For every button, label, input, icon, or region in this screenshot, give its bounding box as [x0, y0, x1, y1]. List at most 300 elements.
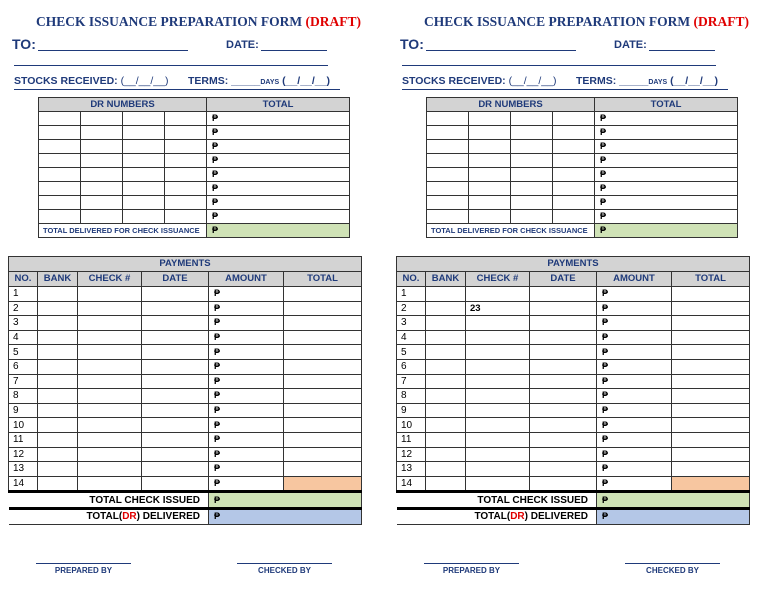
dr-cell[interactable] — [165, 196, 207, 210]
bank-cell[interactable] — [38, 345, 78, 360]
checked-by[interactable]: CHECKED BY — [625, 563, 720, 575]
amount-cell[interactable] — [597, 287, 672, 302]
dr-cell[interactable] — [469, 168, 511, 182]
date-cell[interactable] — [530, 316, 597, 331]
date-cell[interactable] — [530, 287, 597, 302]
dr-cell[interactable] — [39, 210, 81, 224]
check-number-cell[interactable] — [466, 389, 530, 404]
date-cell[interactable] — [142, 345, 209, 360]
amount-cell[interactable] — [597, 418, 672, 433]
date-cell[interactable] — [530, 476, 597, 492]
dr-cell[interactable] — [39, 182, 81, 196]
bank-cell[interactable] — [426, 476, 466, 492]
total-dr-delivered-label — [397, 508, 597, 524]
dr-cell[interactable] — [553, 112, 595, 126]
total-check-issued-cell[interactable] — [209, 492, 362, 509]
dr-cell[interactable] — [81, 168, 123, 182]
bank-cell[interactable] — [38, 476, 78, 492]
bank-cell[interactable] — [38, 316, 78, 331]
date-cell[interactable] — [142, 359, 209, 374]
total-cell[interactable] — [284, 403, 362, 418]
row-number: 8 — [9, 389, 38, 404]
bank-cell[interactable] — [38, 330, 78, 345]
check-number-cell[interactable]: 23 — [466, 301, 530, 316]
dr-cell[interactable] — [427, 154, 469, 168]
dr-total-cell[interactable] — [595, 112, 738, 126]
total-cell[interactable] — [284, 447, 362, 462]
payments-table — [8, 256, 362, 525]
payment-row — [9, 345, 362, 360]
total-cell[interactable] — [284, 330, 362, 345]
dr-total-header: TOTAL — [207, 98, 350, 112]
row-number: 2 — [397, 301, 426, 316]
total-cell[interactable] — [672, 462, 750, 477]
total-cell[interactable] — [672, 330, 750, 345]
bank-cell[interactable] — [38, 374, 78, 389]
check-number-cell[interactable] — [78, 476, 142, 492]
dr-total-cell[interactable] — [207, 168, 350, 182]
date-cell[interactable] — [142, 447, 209, 462]
dr-cell[interactable] — [469, 210, 511, 224]
check-number-cell[interactable] — [78, 432, 142, 447]
amount-cell[interactable] — [209, 447, 284, 462]
bank-cell[interactable] — [38, 447, 78, 462]
date-cell[interactable] — [530, 403, 597, 418]
dr-cell[interactable] — [81, 210, 123, 224]
dr-cell[interactable] — [123, 140, 165, 154]
dr-row — [39, 126, 350, 140]
dr-numbers-header: DR NUMBERS — [427, 98, 595, 112]
total-cell[interactable] — [672, 476, 750, 492]
bank-cell[interactable] — [426, 316, 466, 331]
dr-cell[interactable] — [469, 196, 511, 210]
peso-sign: ₱ — [212, 155, 219, 165]
terms-label: TERMS: — [188, 75, 229, 87]
amount-cell[interactable] — [209, 316, 284, 331]
dr-cell[interactable] — [511, 126, 553, 140]
total-cell[interactable] — [672, 432, 750, 447]
check-number-cell[interactable] — [466, 287, 530, 302]
peso-sign: ₱ — [602, 494, 609, 505]
dr-total-cell[interactable] — [207, 140, 350, 154]
total-cell[interactable] — [284, 476, 362, 492]
bank-cell[interactable] — [38, 359, 78, 374]
payment-row — [9, 330, 362, 345]
dr-row — [39, 168, 350, 182]
total-cell[interactable] — [284, 389, 362, 404]
amount-cell[interactable] — [209, 476, 284, 492]
check-number-cell[interactable] — [466, 432, 530, 447]
total-cell[interactable] — [284, 462, 362, 477]
amount-cell[interactable] — [209, 432, 284, 447]
dr-cell[interactable] — [123, 182, 165, 196]
column-header: CHECK # — [78, 272, 142, 287]
amount-cell[interactable] — [597, 447, 672, 462]
check-number-cell[interactable] — [466, 418, 530, 433]
date-field[interactable] — [649, 50, 715, 51]
bank-cell[interactable] — [38, 418, 78, 433]
amount-cell[interactable] — [597, 359, 672, 374]
check-number-cell[interactable] — [78, 447, 142, 462]
amount-cell[interactable] — [209, 374, 284, 389]
dr-cell[interactable] — [553, 168, 595, 182]
bank-cell[interactable] — [426, 403, 466, 418]
check-number-cell[interactable] — [78, 345, 142, 360]
check-number-cell[interactable] — [466, 345, 530, 360]
date-cell[interactable] — [142, 432, 209, 447]
total-cell[interactable] — [284, 418, 362, 433]
date-cell[interactable] — [530, 389, 597, 404]
bank-cell[interactable] — [38, 287, 78, 302]
row-number: 11 — [9, 432, 38, 447]
checked-by[interactable]: CHECKED BY — [237, 563, 332, 575]
date-cell[interactable] — [142, 403, 209, 418]
to-field[interactable] — [38, 50, 188, 51]
date-cell[interactable] — [530, 462, 597, 477]
peso-sign: ₱ — [212, 113, 219, 123]
bank-cell[interactable] — [426, 418, 466, 433]
row-number: 7 — [397, 374, 426, 389]
total-cell[interactable] — [672, 359, 750, 374]
dr-cell[interactable] — [165, 182, 207, 196]
dr-cell[interactable] — [511, 196, 553, 210]
dr-total-cell[interactable] — [207, 182, 350, 196]
date-cell[interactable] — [142, 316, 209, 331]
total-check-issued-cell[interactable] — [597, 492, 750, 509]
dr-total-cell[interactable] — [595, 196, 738, 210]
check-number-cell[interactable] — [78, 462, 142, 477]
bank-cell[interactable] — [426, 359, 466, 374]
peso-sign: ₱ — [214, 332, 221, 343]
date-cell[interactable] — [142, 418, 209, 433]
dr-row — [39, 140, 350, 154]
dr-cell[interactable] — [427, 196, 469, 210]
check-number-cell[interactable] — [78, 301, 142, 316]
bank-cell[interactable] — [426, 330, 466, 345]
check-number-cell[interactable] — [78, 389, 142, 404]
dr-total-cell[interactable] — [207, 126, 350, 140]
dr-cell[interactable] — [165, 168, 207, 182]
row-number: 14 — [9, 476, 38, 492]
check-number-cell[interactable] — [78, 359, 142, 374]
peso-sign: ₱ — [214, 419, 221, 430]
dr-cell[interactable] — [123, 210, 165, 224]
payment-row — [397, 359, 750, 374]
dr-cell[interactable] — [553, 182, 595, 196]
dr-cell[interactable] — [553, 126, 595, 140]
amount-cell[interactable] — [597, 316, 672, 331]
peso-sign: ₱ — [602, 463, 609, 474]
total-cell[interactable] — [672, 316, 750, 331]
bank-cell[interactable] — [426, 287, 466, 302]
bank-cell[interactable] — [426, 447, 466, 462]
amount-cell[interactable] — [597, 403, 672, 418]
dr-cell[interactable] — [469, 126, 511, 140]
total-cell[interactable] — [284, 287, 362, 302]
dr-total-cell[interactable] — [595, 126, 738, 140]
amount-cell[interactable] — [209, 330, 284, 345]
amount-cell[interactable] — [209, 359, 284, 374]
amount-cell[interactable] — [209, 345, 284, 360]
peso-sign: ₱ — [212, 225, 219, 235]
amount-cell[interactable] — [597, 374, 672, 389]
check-number-cell[interactable] — [466, 359, 530, 374]
dr-cell[interactable] — [165, 140, 207, 154]
total-delivered-cell[interactable] — [207, 224, 350, 238]
dr-total-cell[interactable] — [207, 112, 350, 126]
dr-cell[interactable] — [427, 182, 469, 196]
terms-days-field[interactable]: _____ — [619, 75, 649, 87]
bank-cell[interactable] — [426, 301, 466, 316]
dr-total-cell[interactable] — [207, 196, 350, 210]
terms-days-field[interactable]: _____ — [231, 75, 261, 87]
dr-cell[interactable] — [511, 154, 553, 168]
dr-cell[interactable] — [39, 168, 81, 182]
dr-row — [427, 140, 738, 154]
bank-cell[interactable] — [426, 345, 466, 360]
amount-cell[interactable] — [597, 345, 672, 360]
dr-cell[interactable] — [39, 154, 81, 168]
date-cell[interactable] — [142, 330, 209, 345]
dr-cell[interactable] — [427, 140, 469, 154]
row-number: 2 — [9, 301, 38, 316]
peso-sign: ₱ — [214, 405, 221, 416]
date-cell[interactable] — [530, 418, 597, 433]
payment-row — [397, 389, 750, 404]
payment-row — [397, 418, 750, 433]
amount-cell[interactable] — [209, 462, 284, 477]
prepared-by[interactable]: PREPARED BY — [424, 563, 519, 575]
check-number-cell[interactable] — [78, 330, 142, 345]
check-number-cell[interactable] — [466, 330, 530, 345]
date-cell[interactable] — [142, 476, 209, 492]
date-cell[interactable] — [142, 462, 209, 477]
row-number: 9 — [397, 403, 426, 418]
column-header: BANK — [38, 272, 78, 287]
check-number-cell[interactable] — [466, 462, 530, 477]
dr-cell[interactable] — [469, 112, 511, 126]
dr-cell[interactable] — [123, 168, 165, 182]
column-header: NO. — [397, 272, 426, 287]
bank-cell[interactable] — [426, 432, 466, 447]
check-number-cell[interactable] — [78, 374, 142, 389]
dr-cell[interactable] — [553, 154, 595, 168]
address-field[interactable] — [14, 65, 328, 66]
date-cell[interactable] — [530, 432, 597, 447]
total-cell[interactable] — [284, 316, 362, 331]
date-cell[interactable] — [530, 359, 597, 374]
total-cell[interactable] — [672, 447, 750, 462]
date-cell[interactable] — [530, 374, 597, 389]
dr-cell[interactable] — [39, 196, 81, 210]
stocks-date-field[interactable]: (__/__/__) — [508, 75, 557, 87]
total-cell[interactable] — [672, 403, 750, 418]
dr-row — [427, 112, 738, 126]
dr-cell[interactable] — [511, 168, 553, 182]
payment-row — [9, 403, 362, 418]
total-cell[interactable] — [672, 389, 750, 404]
terms-date-field[interactable]: (__/__/__) — [282, 75, 330, 87]
bank-cell[interactable] — [38, 403, 78, 418]
dr-cell[interactable] — [39, 112, 81, 126]
dr-cell[interactable] — [511, 140, 553, 154]
bank-cell[interactable] — [426, 389, 466, 404]
dr-cell[interactable] — [123, 196, 165, 210]
dr-cell[interactable] — [511, 112, 553, 126]
dr-cell[interactable] — [469, 140, 511, 154]
dr-cell[interactable] — [81, 112, 123, 126]
dr-cell[interactable] — [81, 154, 123, 168]
total-cell[interactable] — [284, 359, 362, 374]
total-cell[interactable] — [672, 374, 750, 389]
row-number: 8 — [397, 389, 426, 404]
amount-cell[interactable] — [209, 287, 284, 302]
address-field[interactable] — [402, 65, 716, 66]
dr-cell[interactable] — [427, 112, 469, 126]
row-number: 13 — [397, 462, 426, 477]
dr-total-cell[interactable] — [595, 154, 738, 168]
prepared-by[interactable]: PREPARED BY — [36, 563, 131, 575]
dr-cell[interactable] — [469, 154, 511, 168]
dr-cell[interactable] — [81, 196, 123, 210]
dr-cell[interactable] — [553, 140, 595, 154]
bank-cell[interactable] — [38, 462, 78, 477]
total-delivered-cell[interactable] — [595, 224, 738, 238]
dr-cell[interactable] — [39, 126, 81, 140]
payment-row — [397, 345, 750, 360]
check-number-cell[interactable] — [78, 287, 142, 302]
total-dr-delivered-cell[interactable] — [209, 508, 362, 524]
bank-cell[interactable] — [38, 389, 78, 404]
dr-cell[interactable] — [165, 210, 207, 224]
terms-date-field[interactable]: (__/__/__) — [670, 75, 718, 87]
dr-cell[interactable] — [427, 126, 469, 140]
total-cell[interactable] — [284, 345, 362, 360]
dr-cell[interactable] — [39, 140, 81, 154]
dr-total-cell[interactable] — [595, 140, 738, 154]
amount-cell[interactable] — [209, 301, 284, 316]
dr-cell[interactable] — [511, 182, 553, 196]
check-number-cell[interactable] — [78, 418, 142, 433]
date-cell[interactable] — [530, 345, 597, 360]
payment-row — [9, 389, 362, 404]
amount-cell[interactable] — [597, 476, 672, 492]
date-cell[interactable] — [142, 374, 209, 389]
dr-total-cell[interactable] — [595, 182, 738, 196]
total-cell[interactable] — [284, 301, 362, 316]
date-cell[interactable] — [530, 330, 597, 345]
dr-total-cell[interactable] — [595, 168, 738, 182]
payment-row — [397, 447, 750, 462]
amount-cell[interactable] — [597, 389, 672, 404]
peso-sign: ₱ — [600, 141, 607, 151]
dr-total-cell[interactable] — [207, 210, 350, 224]
terms — [576, 75, 718, 87]
total-cell[interactable] — [672, 418, 750, 433]
total-cell[interactable] — [284, 432, 362, 447]
peso-sign: ₱ — [602, 478, 609, 489]
total-cell[interactable] — [672, 345, 750, 360]
amount-cell[interactable] — [597, 432, 672, 447]
stocks-date-field[interactable]: (__/__/__) — [120, 75, 169, 87]
to-label: TO: — [400, 36, 424, 52]
payment-row — [397, 374, 750, 389]
dr-total-cell[interactable] — [207, 154, 350, 168]
column-header: DATE — [142, 272, 209, 287]
dr-cell[interactable] — [123, 126, 165, 140]
total-cell[interactable] — [672, 287, 750, 302]
dr-cell[interactable] — [81, 182, 123, 196]
amount-cell[interactable] — [209, 418, 284, 433]
amount-cell[interactable] — [597, 301, 672, 316]
dr-cell[interactable] — [427, 168, 469, 182]
to-field[interactable] — [426, 50, 576, 51]
amount-cell[interactable] — [209, 389, 284, 404]
dr-cell[interactable] — [553, 196, 595, 210]
row-number: 9 — [9, 403, 38, 418]
total-dr-prefix: TOTAL( — [86, 511, 123, 523]
peso-sign: ₱ — [602, 288, 609, 299]
row-number: 12 — [397, 447, 426, 462]
date-cell[interactable] — [142, 389, 209, 404]
bank-cell[interactable] — [426, 374, 466, 389]
dr-numbers-table — [426, 97, 738, 238]
date-cell[interactable] — [530, 447, 597, 462]
date-cell[interactable] — [142, 301, 209, 316]
dr-cell[interactable] — [81, 140, 123, 154]
total-dr-delivered-cell[interactable] — [597, 508, 750, 524]
check-number-cell[interactable] — [466, 374, 530, 389]
bank-cell[interactable] — [38, 301, 78, 316]
check-number-cell[interactable] — [78, 403, 142, 418]
dr-cell[interactable] — [123, 112, 165, 126]
amount-cell[interactable] — [597, 462, 672, 477]
amount-cell[interactable] — [597, 330, 672, 345]
dr-cell[interactable] — [165, 126, 207, 140]
dr-cell[interactable] — [427, 210, 469, 224]
column-header: TOTAL — [672, 272, 750, 287]
amount-cell[interactable] — [209, 403, 284, 418]
date-label: DATE: — [226, 39, 259, 51]
peso-sign: ₱ — [602, 390, 609, 401]
peso-sign: ₱ — [600, 225, 607, 235]
dr-cell[interactable] — [469, 182, 511, 196]
dr-cell[interactable] — [165, 154, 207, 168]
dr-cell[interactable] — [81, 126, 123, 140]
check-number-cell[interactable] — [78, 316, 142, 331]
bank-cell[interactable] — [38, 432, 78, 447]
date-field[interactable] — [261, 50, 327, 51]
payment-row — [9, 462, 362, 477]
dr-cell[interactable] — [511, 210, 553, 224]
dr-cell[interactable] — [165, 112, 207, 126]
check-number-cell[interactable] — [466, 403, 530, 418]
total-cell[interactable] — [672, 301, 750, 316]
dr-row — [39, 154, 350, 168]
check-number-cell[interactable] — [466, 316, 530, 331]
dr-total-cell[interactable] — [595, 210, 738, 224]
date-cell[interactable] — [530, 301, 597, 316]
date-cell[interactable] — [142, 287, 209, 302]
peso-sign: ₱ — [214, 302, 221, 313]
check-number-cell[interactable] — [466, 447, 530, 462]
total-cell[interactable] — [284, 374, 362, 389]
check-number-cell[interactable] — [466, 476, 530, 492]
bank-cell[interactable] — [426, 462, 466, 477]
dr-cell[interactable] — [123, 154, 165, 168]
dr-cell[interactable] — [553, 210, 595, 224]
row-number: 13 — [9, 462, 38, 477]
